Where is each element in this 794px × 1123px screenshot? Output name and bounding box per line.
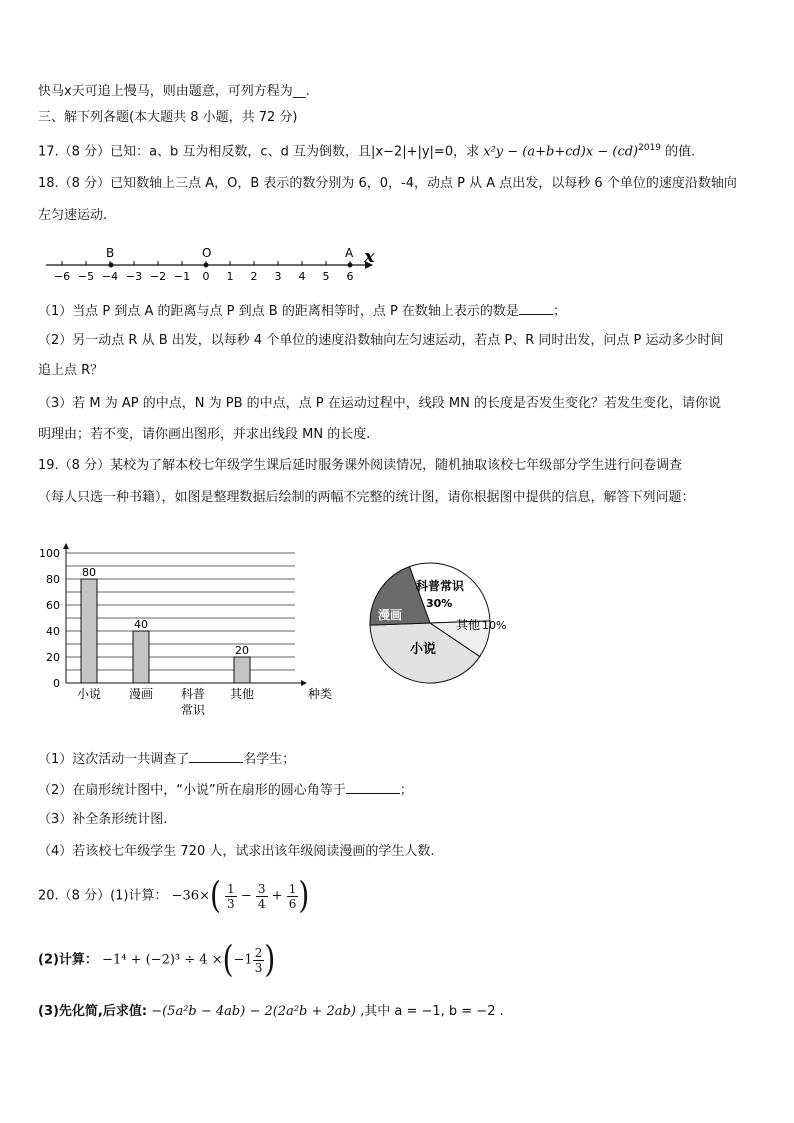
question-18-part3a: （3）若 M 为 AP 的中点，N 为 PB 的中点，点 P 在运动过程中，线段 MN 的长度是否发生变化？若发生变化，请你说 [38,396,721,411]
answer-blank[interactable] [189,748,243,763]
bar-x-arrow [301,680,307,686]
pie-percent-other: 10% [482,619,507,632]
question-19-line2: （每人只选一种书籍），如图是整理数据后绘制的两幅不完整的统计图，请你根据图中提供的信息，解答下列问题： [38,490,695,505]
question-18-part1: （1）当点 P 到点 A 的距离与点 P 到点 B 的距离相等时，点 P 在数轴上表示的数是 ； [38,300,566,322]
bar-ytick-label: 60 [46,599,60,612]
question-19-part2: （2）在扇形统计图中，“小说”所在扇形的圆心角等于 ； [38,779,413,801]
point-b [109,263,114,268]
bar-ytick-label: 100 [39,547,60,560]
fraction-1-3: $\frac{1}{3}$ [227,881,235,911]
bar-value-label: 80 [82,566,96,579]
number-line-tick-label: 4 [298,270,306,283]
answer-blank[interactable] [346,779,400,794]
bar-xlabel: 种类 [308,687,333,701]
pie-chart [360,555,530,695]
question-18-part3b: 明理由；若不变，请你画出图形，并求出线段 MN 的长度. [38,427,371,442]
bar-ytick-label: 80 [46,573,60,586]
number-line-tick-label: −6 [53,270,71,283]
bar-1 [133,631,149,683]
section-heading: 三、解下列各题(本大题共 8 小题，共 72 分) [38,110,298,125]
label-a: A [345,246,354,260]
question-18-part2b: 追上点 R？ [38,363,104,378]
bar-ytick-label: 0 [53,677,60,690]
number-line-tick-label: 1 [226,270,234,283]
bar-0 [81,579,97,683]
point-a [348,263,353,268]
bar-value-label: 20 [235,644,249,657]
question-20-part2: (2)计算： −1⁴ + (−2)³ ÷ 4 ×(−1 $\frac{2}{3}$ ) [38,937,276,981]
question-17: 17.（8 分）已知：a、b 互为相反数，c、d 互为倒数，且|x−2|+|y|=0，求 x²y − (a+b+cd)x − (cd)$^{2019}$ 的值. [38,143,696,160]
bar-category-label: 小说 [76,687,102,701]
bar-category-label: 漫画 [128,687,154,701]
fraction-1-6: $\frac{1}{6}$ [288,881,297,911]
pie-label-manhua: 漫画 [378,608,403,622]
bar-category-label: 常识 [180,703,206,717]
pie-percent-kepu: 30% [426,597,453,610]
number-line-tick-label: 2 [250,270,258,283]
question-18-part2a: （2）另一动点 R 从 B 出发，以每秒 4 个单位的速度沿数轴向左匀速运动，若点 P、R 同时出发，问点 P 运动多少时间 [38,333,724,348]
text-q16-tail: 快马x天可追上慢马，则由题意，可列方程为__. [38,84,310,99]
axis-label-x: x [364,246,375,267]
label-b: B [106,246,115,260]
number-line-tick-label: −3 [125,270,143,283]
answer-blank[interactable] [519,300,553,315]
number-line-tick-label: −5 [77,270,95,283]
question-18-line1: 18.（8 分）已知数轴上三点 A，O，B 表示的数分别为 6，0，-4，动点 P 从 A 点出发，以每秒 6 个单位的速度沿数轴向 [38,176,737,191]
question-19-part3: （3）补全条形统计图. [38,812,168,827]
bar-category-label: 科普 [180,687,206,701]
bar-category-label: 其他 [229,687,255,701]
pie-label-kepu: 科普常识 [416,579,465,593]
number-line-tick-label: −1 [173,270,191,283]
bar-value-label: 40 [134,618,148,631]
question-18-line2: 左匀速运动. [38,208,108,223]
number-line-tick-label: 0 [202,270,210,283]
question-19-part1: （1）这次活动一共调查了 名学生； [38,748,295,770]
pie-label-other: 其他 [456,618,481,632]
bar-chart [30,538,350,723]
bar-ytick-label: 20 [46,651,60,664]
number-line-tick-label: −2 [149,270,167,283]
number-line-tick-label: 3 [274,270,282,283]
number-line-tick-label: 6 [346,270,354,283]
question-20-part3: (3)先化简,后求值: −(5a²b − 4ab) − 2(2a²b + 2ab) ,其中 a = −1, b = −2 . [38,1004,504,1019]
bar-3 [234,657,250,683]
bar-y-arrow [63,543,69,549]
question-20-part1: 20.（8 分）(1)计算： −36×( $\frac{1}{3}$ − $\frac{3}{4}$ + $\frac{1}{6}$ ) [38,873,310,917]
label-o: O [202,246,212,260]
number-line [40,240,380,286]
bar-ytick-label: 40 [46,625,60,638]
point-o [204,263,209,268]
question-19-part4: （4）若该校七年级学生 720 人，试求出该年级阅读漫画的学生人数. [38,844,435,859]
number-line-tick-label: −4 [101,270,119,283]
number-line-tick-label: 5 [322,270,330,283]
fraction-3-4: $\frac{3}{4}$ [257,881,266,911]
fraction-2-3: $\frac{2}{3}$ [254,945,263,975]
pie-label-xiaoshuo: 小说 [410,642,437,657]
question-19-line1: 19.（8 分）某校为了解本校七年级学生课后延时服务课外阅读情况，随机抽取该校七年级部分学生进行问卷调查 [38,458,683,473]
